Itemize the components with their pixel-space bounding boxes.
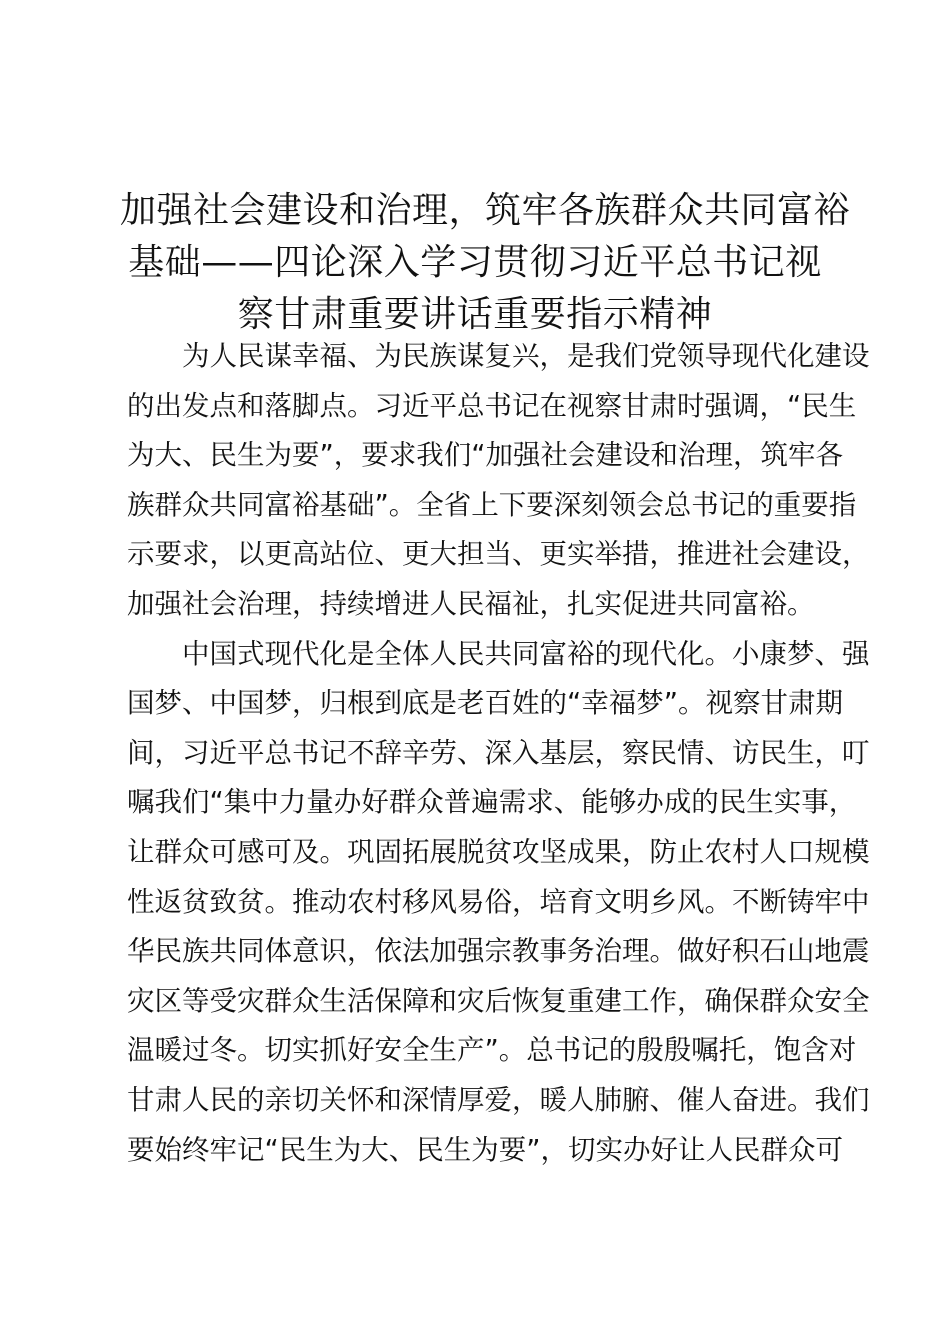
text-line: 中国式现代化是全体人民共同富裕的现代化。小康梦、强: [182, 637, 870, 670]
text-line: 让群众可感可及。巩固拓展脱贫攻坚成果，防止农村人口规模: [127, 835, 870, 868]
title-line: 察甘肃重要讲话重要指示精神: [237, 294, 713, 335]
document-title: [120, 185, 851, 341]
text-line: 为大、民生为要”，要求我们“加强社会建设和治理，筑牢各: [127, 439, 843, 472]
text-line: 的出发点和落脚点。习近平总书记在视察甘肃时强调，“民生: [127, 389, 857, 422]
text-line: 温暖过冬。切实抓好安全生产”。总书记的殷殷嘱托，饱含对: [127, 1034, 857, 1067]
text-line: 国梦、中国梦，归根到底是老百姓的“幸福梦”。视察甘肃期: [127, 687, 843, 720]
text-line: 间，习近平总书记不辞辛劳、深入基层，察民情、访民生，叮: [127, 736, 870, 769]
title-line: 加强社会建设和治理，筑牢各族群众共同富裕: [120, 190, 851, 231]
text-line: 加强社会治理，持续增进人民福祉，扎实促进共同富裕。: [127, 587, 815, 620]
text-line: 华民族共同体意识，依法加强宗教事务治理。做好积石山地震: [127, 935, 870, 968]
document-body: [127, 332, 870, 1175]
text-line: 示要求，以更高站位、更大担当、更实举措，推进社会建设，: [127, 538, 870, 571]
paragraph-2: [127, 630, 870, 1176]
text-line: 嘱我们“集中力量办好群众普遍需求、能够办成的民生实事，: [127, 786, 857, 819]
text-line: 为人民谋幸福、为民族谋复兴，是我们党领导现代化建设: [182, 340, 870, 372]
text-line: 族群众共同富裕基础”。全省上下要深刻领会总书记的重要指: [127, 488, 857, 521]
text-line: 甘肃人民的亲切关怀和深情厚爱，暖人肺腑、催人奋进。我们: [127, 1083, 870, 1116]
text-line: 要始终牢记“民生为大、民生为要”，切实办好让人民群众可: [127, 1133, 843, 1166]
text-line: 灾区等受灾群众生活保障和灾后恢复重建工作，确保群众安全: [127, 984, 870, 1017]
text-line: 性返贫致贫。推动农村移风易俗，培育文明乡风。不断铸牢中: [127, 885, 870, 918]
paragraph-1: [127, 332, 870, 630]
title-line: 基础——四论深入学习贯彻习近平总书记视: [128, 242, 822, 283]
